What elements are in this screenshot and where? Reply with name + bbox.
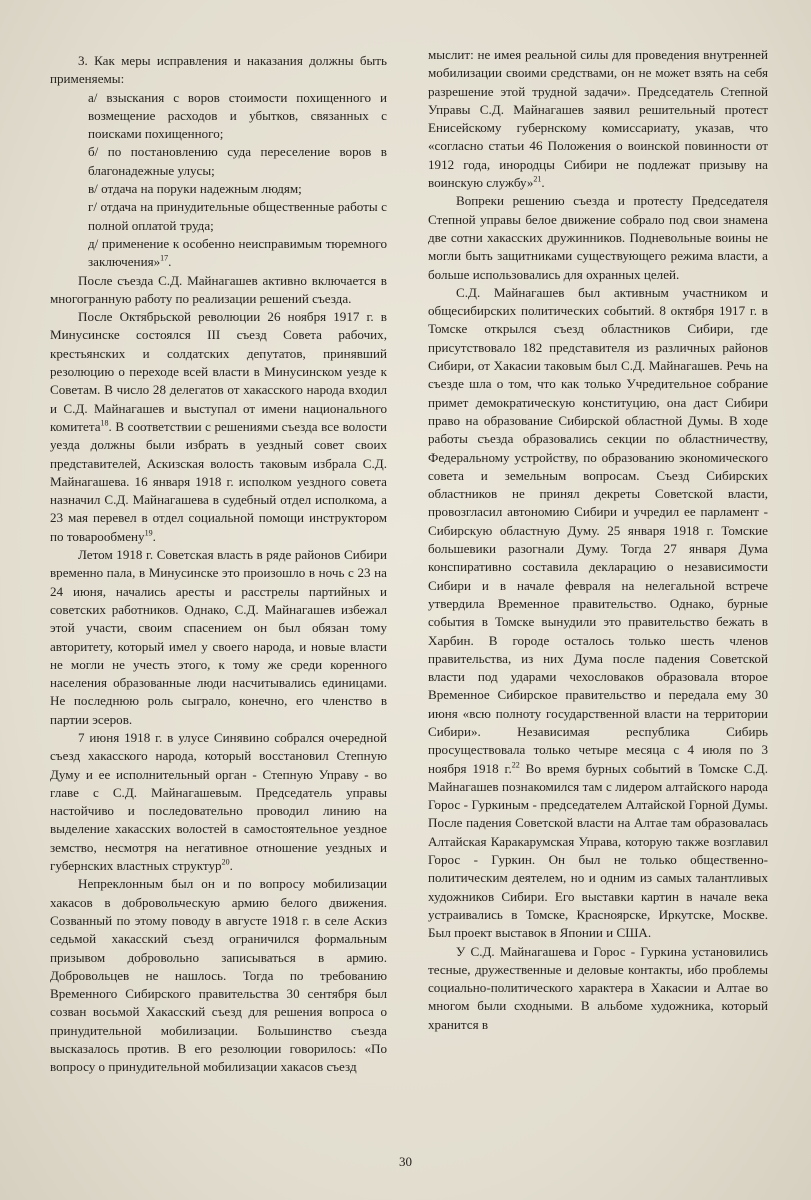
list-item: б/ по постановлению суда переселение воров в благонадежные улусы; [88, 144, 387, 178]
paragraph: У С.Д. Майнагашева и Горос - Гуркина установились тесные, дружественные и деловые контакты, ибо проблемы социально-политического характера в Хакасии и Алтае во многом были сходными. В альбоме художника, который хранится в [428, 943, 768, 1032]
text: мыслит: не имея реальной силы для проведения внутренней мобилизации своими средствами, он не может взять на себя разрешение этой трудной задачи». Председатель Степной Управы С.Д. Майнагашев заявил решительный протест Енисейскому губернскому комиссариату, указав, что «согласно статьи 46 Положения о воинской повинности от 1912 года, инородцы Сибири не подлежат призыву на воинскую службу» [428, 47, 768, 191]
left-column [50, 52, 387, 1077]
paragraph [50, 308, 387, 546]
text: 7 июня 1918 г. в улусе Синявино собрался очередной съезд хакасского народа, который восстановил Степную Думу и ее исполнительный орган - Степную Управу - во главе с С.Д. Майнагашевым. Председатель управы настойчиво и последовательно проводил линию на выделение хакасских волостей в самостоятельное уездное земство, несмотря на негативное отношение уездных и губернских властных структур [50, 729, 387, 874]
text: После Октябрьской революции 26 ноября 1917 г. в Минусинске состоялся III съезд Совета рабочих, крестьянских и солдатских депутатов, принявший резолюцию о переходе всей власти в Минусинском уезде к Советам. В число 28 делегатов от хакасского народа входил и С.Д. Майнагашев и выступал от имени национального комитета [50, 309, 387, 434]
text: . [152, 528, 156, 544]
paragraph [50, 729, 387, 875]
list-item: г/ отдача на принудительные общественные работы с полной оплатой труда; [88, 199, 387, 233]
footnote-ref: 21 [533, 174, 542, 184]
list-item [88, 235, 387, 272]
list-item: а/ взыскания с воров стоимости похищенного и возмещение расходов и убытков, связанных с поисками похищенного; [88, 89, 387, 142]
text: . [541, 175, 545, 191]
paragraph: 3. Как меры исправления и наказания должны быть применяемы: [50, 53, 387, 87]
paragraph [428, 284, 768, 943]
paragraph: Непреклонным был он и по вопросу мобилизации хакасов в добровольческую армию белого движения. Созванный по этому поводу в августе 1918 г. в селе Аскиз седьмой хакасский съезд ограничился формальным призывом добровольно записываться в армию. Добровольцев не нашлось. Тогда по требованию Временного Сибирского правительства 30 сентября был созван восьмой Хакасский съезд для решения вопроса о принудительной мобилизации. Большинство съезда высказалось против. В его резолюции говорилось: «По вопросу о принудительной мобилизации хакасов съезд [50, 876, 387, 1075]
footnote-ref: 22 [511, 760, 520, 770]
footnote-ref: 18 [100, 418, 109, 428]
paragraph: После съезда С.Д. Майнагашев активно включается в многогранную работу по реализации решений съезда. [50, 272, 387, 306]
text: С.Д. Майнагашев был активным участником и общесибирских политических событий. 8 октября 1917 г. в Томске открылся съезд областников Сибири, где присутствовало 182 представителя из различных районов Сибири, от Хакасии таковым был С.Д. Майнагашев. Речь на съезде шла о том, что как только Учредительное собрание примет демократическую конституцию, она даст Сибири право на образование Сибирской областной Думы. В ходе работы съезда образовались секции по областничеству, Федеральному устройству, по образованию экономического совета и земельным вопросам. Съезд Сибирских областников не принял декреты Советской власти, провозгласил автономию Сибири и учредил ее парламент - Сибирскую областную Думу. 25 января 1918 г. Томские большевики разогнали Думу. Тогда 27 января Дума конспиративно составила декларацию о независимости Сибири и в начале февраля на нелегальной встрече утвердила Временное правительство. Однако, бурные события в Томске вынудили это правительство бежать в Харбин. В городе осталось только шесть членов правительства, из них Дума после падения Советской власти под ударами чехословаков образовала второе Временное Сибирское правительство и передала ему 30 июня «всю полноту государственной власти на территории Сибири». Независимая республика Сибирь просуществовала только четыре месяца с 4 июля по 3 ноября 1918 г. [428, 284, 768, 776]
text: Во время бурных событий в Томске С.Д. Майнагашев познакомился там с лидером алтайского народа Горос - Гуркиным - председателем Алтайской Горной Думы. После падения Советской власти на Алтае там образовалась Алтайская Каракарумская Управа, которую также возглавил Горос - Гуркин. Он был не только общественно-политическим деятелем, но и одним из самых талантливых художников Сибири. Его выставки картин в начале века устраивались в Томске, Красноярске, Иркутске, Москве. Был проект выставок в Японии и США. [428, 760, 769, 941]
page-number: 30 [399, 1154, 412, 1169]
paragraph: Вопреки решению съезда и протесту Председателя Степной управы белое движение собрало под свои знамена две сотни хакасских дружинников. Подневольные воины не могли быть защитниками существующего режима власти, а больше использовались для охранных целей. [428, 193, 768, 282]
text: . [229, 858, 233, 874]
paragraph: Летом 1918 г. Советская власть в ряде районов Сибири временно пала, в Минусинске это произошло в ночь с 23 на 24 июня, начались аресты и расстрелы партийных и советских работников. Однако, С.Д. Майнагашев избежал этой участи, своим спасением он был обязан тому авторитету, который имел у своего народа, и новые власти не могли не учесть этого, к тому же среди коренного населения образованные люди насчитывались единицами. Не последнюю роль сыграло, конечно, его членство в партии эсеров. [50, 547, 387, 727]
footnote-ref: 17 [160, 253, 169, 263]
right-column [428, 46, 768, 1034]
footnote-ref: 19 [144, 528, 153, 538]
text: . В соответствии с решениями съезда все волости уезда должны были избрать в уездный совет своих представителей, Аскизская волость таковым избрала С.Д. Майнагашева. 16 января 1918 г. исполком уездного совета назначил С.Д. Майнагашева в судебный отдел исполкома, а 23 мая перевел в отдел социальной помощи инструктором по товарообмену [50, 418, 387, 544]
list-item: в/ отдача на поруки надежным людям; [88, 181, 302, 197]
text: . [168, 254, 172, 270]
text: д/ применение к особенно неисправимым тюремного заключения» [88, 235, 387, 270]
paragraph [428, 46, 768, 192]
footnote-ref: 20 [221, 857, 230, 867]
